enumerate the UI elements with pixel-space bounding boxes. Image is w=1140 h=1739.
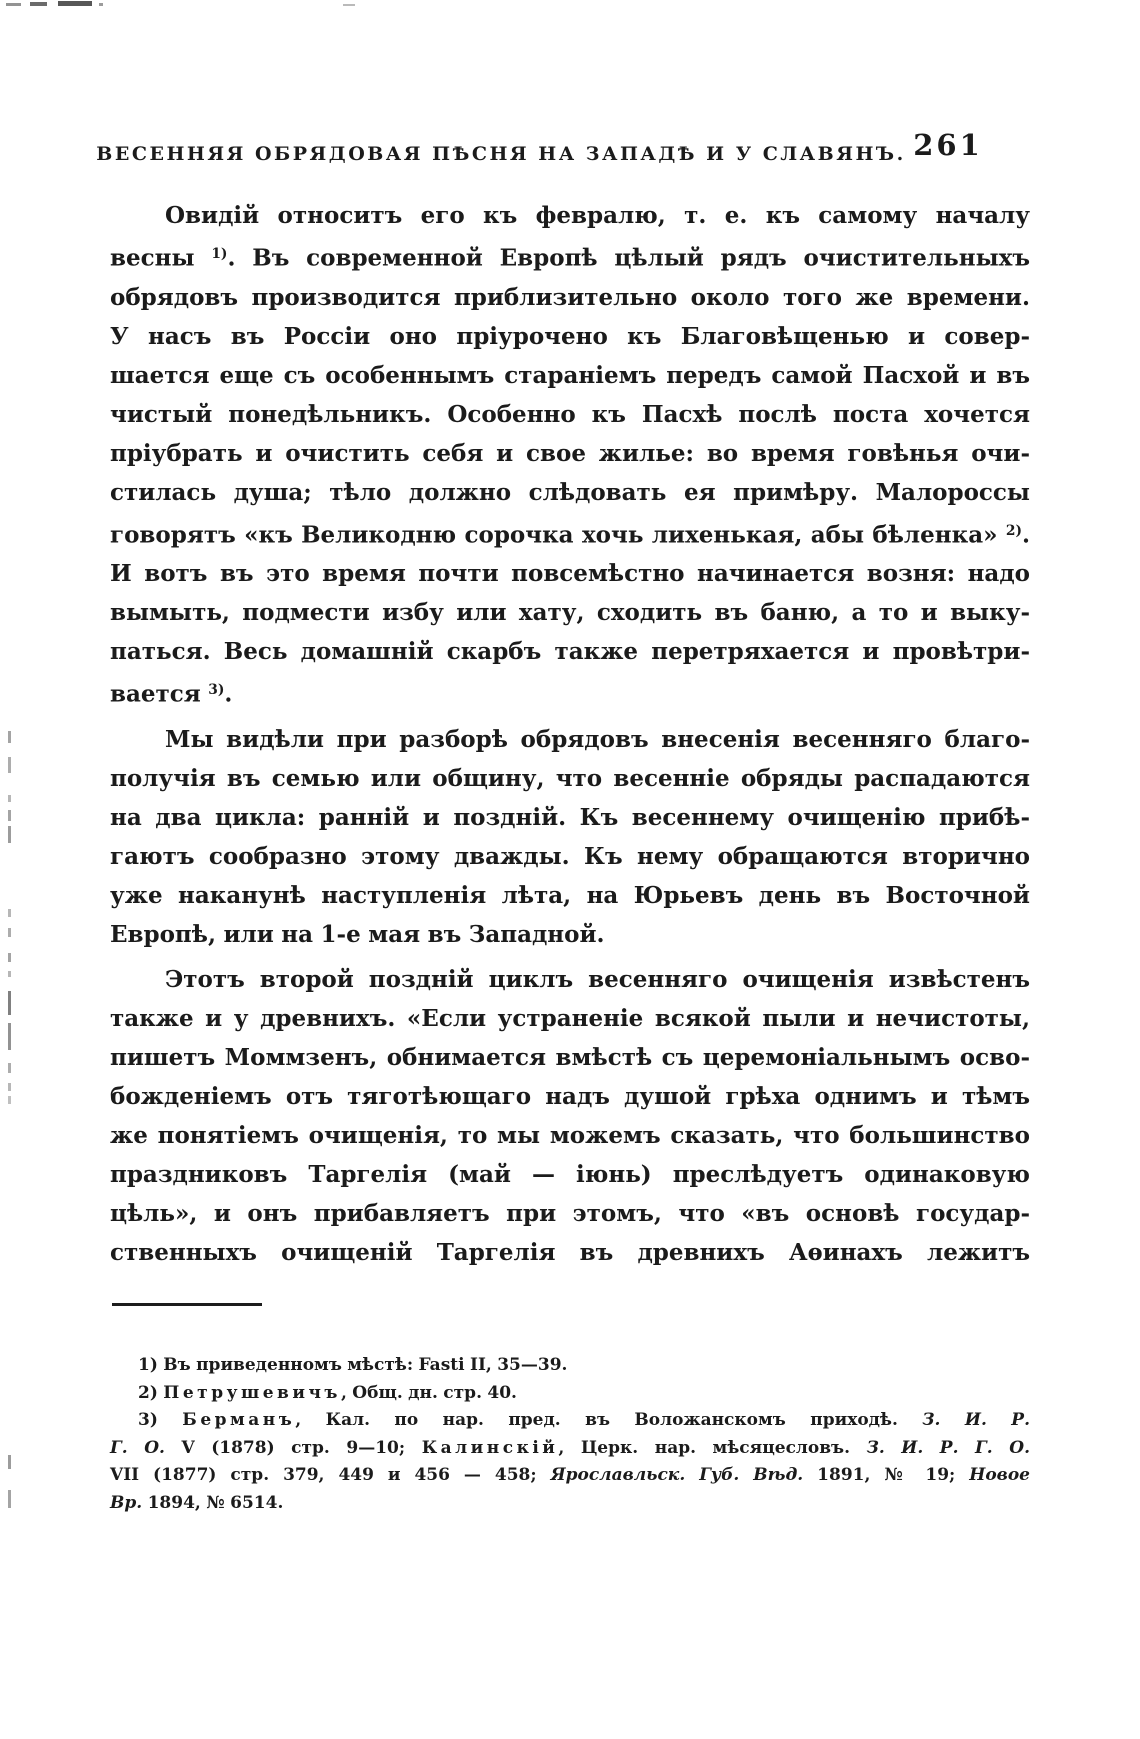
text-segment: весны — [110, 244, 212, 272]
text-segment: пріубрать и очистить себя и свое жилье: во время говѣнья очи- — [110, 439, 1030, 467]
text-segment: 3) — [138, 1410, 183, 1430]
text-segment: . Въ современной Европѣ цѣлый рядъ очистительныхъ — [227, 244, 1030, 272]
text-segment: цѣль», и онъ прибавляетъ при этомъ, что «въ основѣ государ- — [110, 1199, 1030, 1227]
text-segment: получія въ семью или общину, что весенніе обряды распадаются — [110, 764, 1030, 792]
text-line — [110, 759, 1030, 798]
scan-artifact-left-tick — [8, 731, 11, 743]
text-segment: Новое — [969, 1465, 1030, 1485]
text-line — [110, 1407, 1030, 1435]
text-segment: стилась душа; тѣло должно слѣдовать ея примѣру. Малороссы — [110, 478, 1030, 506]
text-segment: 1) Въ приведенномъ мѣстѣ: Fasti II, 35—39. — [138, 1355, 568, 1375]
scan-artifact-left-tick — [8, 826, 11, 843]
text-line — [110, 720, 1030, 759]
text-line — [110, 1352, 1030, 1380]
text-segment: Европѣ, или на 1-е мая въ Западной. — [110, 920, 605, 948]
paragraph — [110, 720, 1030, 954]
text-segment: паться. Весь домашній скарбъ также перетряхается и провѣтри- — [110, 638, 1030, 666]
text-line — [110, 235, 1030, 278]
text-line — [110, 671, 1030, 714]
scan-artifact-left-tick — [8, 1083, 11, 1091]
footnote-marker: 1) — [211, 246, 228, 262]
text-segment: говорятъ «къ Великодню сорочка хочь лихенькая, абы бѣленка» — [110, 521, 1006, 549]
text-segment: 2) — [138, 1382, 164, 1403]
text-line — [110, 837, 1030, 876]
text-segment: Этотъ второй поздній циклъ весенняго очищенія извѣстенъ — [165, 965, 1030, 993]
text-segment: 1894, № 6514. — [142, 1492, 284, 1513]
paragraph — [110, 196, 1030, 714]
text-line — [110, 1155, 1030, 1194]
text-line — [110, 1077, 1030, 1116]
scan-artifact-left-tick — [8, 909, 11, 917]
footnote-separator-rule — [112, 1303, 262, 1306]
scan-artifact-left-tick — [8, 1490, 11, 1508]
text-segment: праздниковъ Таргелія (май — іюнь) преслѣдуетъ одинаковую — [110, 1160, 1030, 1188]
scan-artifact-left-tick — [8, 1063, 11, 1073]
scan-artifact-left-tick — [8, 1096, 11, 1104]
text-line — [110, 1462, 1030, 1490]
text-segment: , Кал. по нар. пред. въ Воложанскомъ приходѣ. — [295, 1410, 923, 1430]
text-segment: , Церк. нар. мѣсяцесловъ. — [558, 1437, 867, 1458]
text-segment: вается — [110, 680, 209, 708]
text-line — [110, 1435, 1030, 1463]
scan-artifact-top-dash — [99, 3, 103, 6]
footnote-marker: 2) — [1005, 522, 1022, 539]
text-segment: 1891, № 19; — [803, 1465, 970, 1485]
text-segment: VII (1877) стр. 379, 449 и 456 — 458; — [110, 1465, 551, 1485]
text-segment: также и у древнихъ. «Если устраненіе всякой пыли и нечистоты, — [110, 1004, 1030, 1032]
text-line — [110, 317, 1030, 356]
text-segment: . — [224, 680, 233, 708]
scan-artifact-left-tick — [8, 928, 11, 937]
text-line — [110, 473, 1030, 512]
text-segment: вымыть, подмести избу или хату, сходить въ баню, а то и выку- — [110, 599, 1030, 627]
text-segment: обрядовъ производится приблизительно около того же времени. — [110, 283, 1030, 311]
text-segment: на два цикла: ранній и поздній. Къ весеннему очищенію прибѣ- — [110, 803, 1030, 831]
text-line — [110, 999, 1030, 1038]
text-segment: V (1878) стр. 9—10; — [164, 1437, 422, 1458]
scan-artifact-top-dash — [343, 4, 355, 6]
scan-artifact-left-tick — [8, 953, 11, 962]
text-segment: Берманъ — [182, 1410, 296, 1430]
scan-artifact-left-tick — [8, 810, 11, 821]
text-line — [110, 554, 1030, 593]
text-segment: Ярославльск. Губ. Вѣд. — [550, 1465, 804, 1485]
text-segment: шается еще съ особеннымъ стараніемъ передъ самой Пасхой и въ — [110, 361, 1030, 389]
text-segment: уже наканунѣ наступленія лѣта, на Юрьевъ день въ Восточной — [110, 881, 1030, 909]
scan-artifact-left-tick — [8, 971, 11, 977]
text-line — [110, 356, 1030, 395]
scan-artifact-left-tick — [8, 1023, 11, 1050]
text-line — [110, 434, 1030, 473]
text-segment: гаютъ сообразно этому дважды. Къ нему обращаются вторично — [110, 842, 1030, 870]
text-segment: У насъ въ Россіи оно пріурочено къ Благовѣщенью и совер- — [110, 322, 1030, 350]
text-segment: пишетъ Моммзенъ, обнимается вмѣстѣ съ церемоніальнымъ осво- — [110, 1043, 1030, 1071]
footnote — [110, 1352, 1030, 1380]
text-line — [110, 1490, 1030, 1518]
scan-artifact-left-tick — [8, 991, 11, 1015]
text-line — [110, 1233, 1030, 1272]
text-segment: Г. О. — [110, 1437, 165, 1458]
text-segment: ственныхъ очищеній Таргелія въ древнихъ Аѳинахъ лежитъ — [110, 1238, 1030, 1266]
footnote — [110, 1407, 1030, 1517]
text-line — [110, 876, 1030, 915]
text-segment: , Общ. дн. стр. 40. — [340, 1382, 517, 1403]
text-segment: Мы видѣли при разборѣ обрядовъ внесенія весенняго благо- — [165, 725, 1030, 753]
text-line — [110, 512, 1030, 555]
scan-artifact-left-tick — [8, 757, 11, 773]
scan-artifact-left-tick — [8, 1455, 11, 1469]
footnote-marker: 3) — [208, 682, 225, 699]
scan-artifact-top-dash — [30, 2, 47, 6]
footnote — [110, 1380, 1030, 1408]
scan-artifact-top-dash — [58, 1, 92, 6]
text-line — [110, 798, 1030, 837]
text-line — [110, 915, 1030, 954]
text-segment: Овидій относитъ его къ февралю, т. е. къ самому началу — [165, 202, 1030, 229]
scan-artifact-left-tick — [8, 795, 11, 802]
text-segment: чистый понедѣльникъ. Особенно къ Пасхѣ послѣ поста хочется — [110, 400, 1030, 428]
text-line — [110, 278, 1030, 317]
scan-artifact-top-dash — [6, 3, 21, 6]
text-line — [110, 395, 1030, 434]
page-number: 261 — [913, 128, 983, 162]
text-segment: Калинскій — [421, 1437, 559, 1458]
text-segment: З. И. Р. — [922, 1410, 1030, 1430]
text-segment: Петрушевичъ — [163, 1382, 341, 1403]
footnotes — [110, 1352, 1030, 1517]
text-line — [110, 632, 1030, 671]
text-segment: И вотъ въ это время почти повсемѣстно начинается возня: надо — [110, 560, 1030, 588]
text-line — [110, 1116, 1030, 1155]
text-line — [110, 960, 1030, 999]
text-segment: божденіемъ отъ тяготѣющаго надъ душой грѣха однимъ и тѣмъ — [110, 1082, 1030, 1110]
text-segment: же понятіемъ очищенія, то мы можемъ сказать, что большинство — [110, 1121, 1030, 1149]
text-segment: Вр. — [110, 1492, 143, 1513]
text-line — [110, 593, 1030, 632]
text-line — [110, 1038, 1030, 1077]
text-segment: З. И. Р. Г. О. — [866, 1437, 1030, 1458]
body-text — [110, 196, 1030, 1272]
text-line — [110, 1194, 1030, 1233]
text-segment: . — [1021, 521, 1030, 549]
running-title: ВЕСЕННЯЯ ОБРЯДОВАЯ ПѢСНЯ НА ЗАПАДѢ И У СЛАВЯНЪ. — [96, 143, 906, 165]
text-line — [110, 196, 1030, 235]
paragraph — [110, 960, 1030, 1272]
text-line — [110, 1380, 1030, 1408]
